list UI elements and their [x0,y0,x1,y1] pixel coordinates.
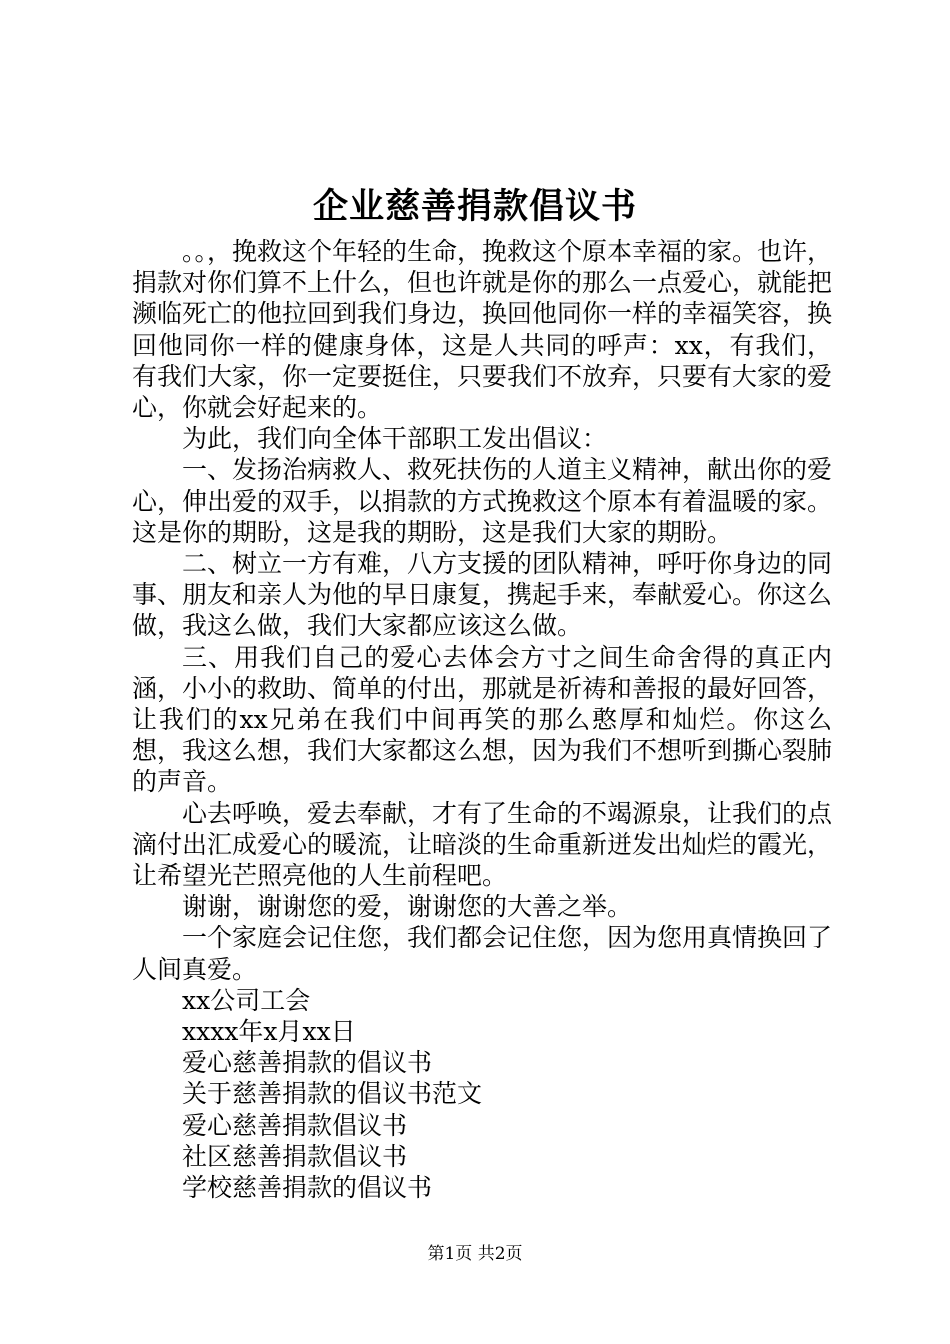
page-indicator: 第1页 共2页 [427,1244,523,1264]
related-title: 学校慈善捐款的倡议书 [182,1173,433,1203]
signature-date: xxxx年x月xx日 [182,1017,356,1047]
paragraph-proposal-1: 一、发扬治病救人、救死扶伤的人道主义精神，献出你的爱心，伸出爱的双手，以捐款的方式挽救这个原本有着温暖的家。这是你的期盼，这是我的期盼，这是我们大家的期盼。 [132,455,833,547]
paragraph-proposal-2: 二、树立一方有难，八方支援的团队精神，呼吁你身边的同事、朋友和亲人为他的早日康复，携起手来，奉献爱心。你这么做，我这么做，我们大家都应该这么做。 [132,549,833,641]
related-title: 关于慈善捐款的倡议书范文 [182,1079,483,1109]
paragraph-proposal-3: 三、用我们自己的爱心去体会方寸之间生命舍得的真正内涵，小小的救助、简单的付出，那就是祈祷和善报的最好回答，让我们的xx兄弟在我们中间再笑的那么憨厚和灿烂。你这么想，我这么想，我们大家都这么想，因为我们不想听到撕心裂肺的声音。 [132,642,833,797]
paragraph-proposal-lead: 为此，我们向全体干部职工发出倡议： [182,424,608,454]
related-title: 社区慈善捐款倡议书 [182,1141,408,1171]
document-title: 企业慈善捐款倡议书 [312,186,637,227]
related-title: 爱心慈善捐款的倡议书 [182,1048,433,1078]
signature-organization: xx公司工会 [182,985,311,1015]
paragraph-thanks: 谢谢，谢谢您的爱，谢谢您的大善之举。 [182,892,633,922]
paragraph-appeal: 心去呼唤，爱去奉献，才有了生命的不竭源泉，让我们的点滴付出汇成爱心的暖流，让暗淡的生命重新迸发出灿烂的霞光，让希望光芒照亮他的人生前程吧。 [132,798,833,891]
paragraph-intro: 。。，挽救这个年轻的生命，挽救这个原本幸福的家。也许，捐款对你们算不上什么，但也许就是你的那么一点爱心，就能把濒临死亡的他拉回到我们身边，换回他同你一样的幸福笑容，换回他同你一样的健康身体，这是人共同的呼声：xx，有我们，有我们大家，你一定要挺住，只要我们不放弃，只要有大家的爱心，你就会好起来的。 [132,237,833,423]
paragraph-closing: 一个家庭会记住您，我们都会记住您，因为您用真情换回了人间真爱。 [132,923,833,984]
related-title: 爱心慈善捐款倡议书 [182,1110,408,1140]
document-body [132,236,832,1203]
